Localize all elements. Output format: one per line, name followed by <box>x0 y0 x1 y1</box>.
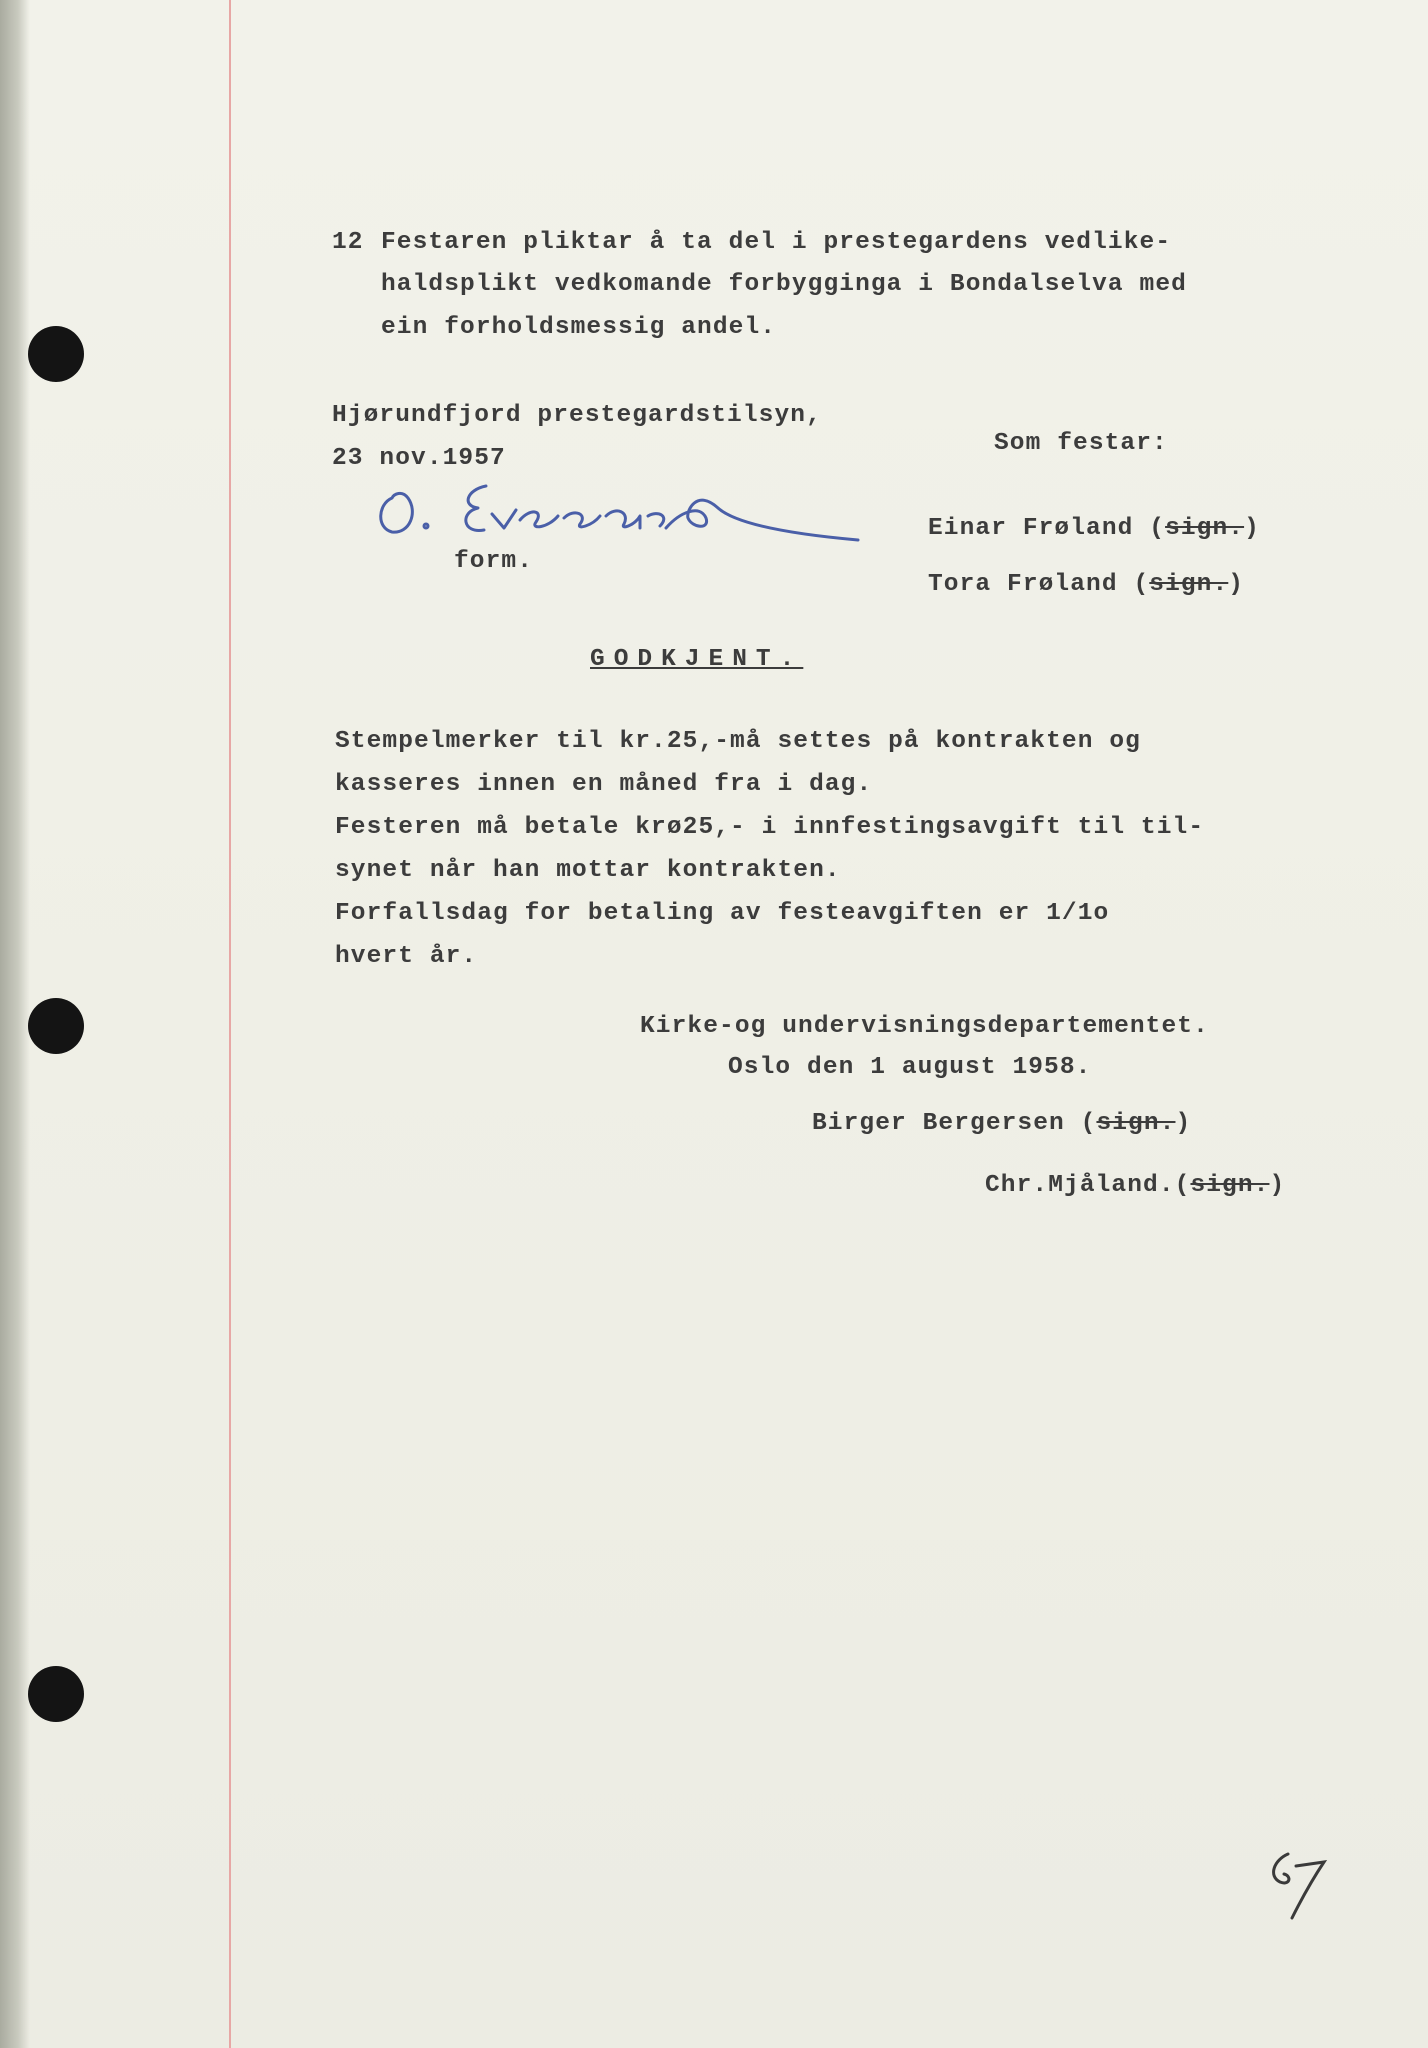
board-name: Hjørundfjord prestegardstilsyn, <box>332 402 822 429</box>
ministry-name: Kirke-og undervisningsdepartementet. <box>640 1013 1209 1040</box>
tenant-signature-1 <box>928 515 1260 542</box>
ministry-signer-1: Birger Bergersen (sign.) <box>812 1110 1192 1137</box>
sign-mark: sign. <box>1149 571 1229 598</box>
red-margin-line <box>229 0 231 2048</box>
punch-hole-bottom <box>28 1666 84 1722</box>
condition-line-4: synet når han mottar kontrakten. <box>335 857 841 884</box>
board-date: 23 nov.1957 <box>332 445 506 472</box>
ministry-signer-2: Chr.Mjåland.(sign.) <box>985 1172 1286 1199</box>
page-edge-shadow <box>0 0 30 2048</box>
open-paren: ( <box>1149 515 1166 542</box>
handwritten-page-mark <box>1258 1846 1338 1926</box>
clause-line-2: haldsplikt vedkomande forbygginga i Bondalselva med <box>381 271 1187 298</box>
open-paren: ( <box>1133 571 1150 598</box>
punch-hole-top <box>28 326 84 382</box>
condition-line-2: kasseres innen en måned fra i dag. <box>335 771 873 798</box>
condition-line-3: Festeren må betale krø25,- i innfestingsavgift til til- <box>335 814 1205 841</box>
signer-2-name: Chr.Mjåland. <box>985 1172 1175 1199</box>
punch-hole-middle <box>28 998 84 1054</box>
tenant-signature-2 <box>928 571 1244 598</box>
board-role: form. <box>454 548 534 575</box>
tenant-name-2: Tora Frøland <box>928 571 1118 598</box>
sign-mark: sign. <box>1165 515 1245 542</box>
handwritten-signature <box>370 468 870 548</box>
condition-line-1: Stempelmerker til kr.25,-må settes på kontrakten og <box>335 728 1141 755</box>
condition-line-6: hvert år. <box>335 943 478 970</box>
signer-1-name: Birger Bergersen <box>812 1110 1065 1137</box>
approval-heading: GODKJENT. <box>590 646 804 673</box>
tenants-heading: Som festar: <box>994 430 1168 457</box>
clause-line-3: ein forholdsmessig andel. <box>381 314 777 341</box>
close-paren: ) <box>1244 515 1260 542</box>
close-paren: ) <box>1228 571 1245 598</box>
clause-line-1: Festaren pliktar å ta del i prestegardens vedlike- <box>381 229 1172 256</box>
sign-mark: sign. <box>1190 1172 1270 1199</box>
tenant-name-1: Einar Frøland <box>928 515 1134 542</box>
clause-number: 12 <box>332 229 364 256</box>
condition-line-5: Forfallsdag for betaling av festeavgiften er 1/1o <box>335 900 1110 927</box>
sign-mark: sign. <box>1096 1110 1176 1137</box>
ministry-place-date: Oslo den 1 august 1958. <box>728 1054 1092 1081</box>
